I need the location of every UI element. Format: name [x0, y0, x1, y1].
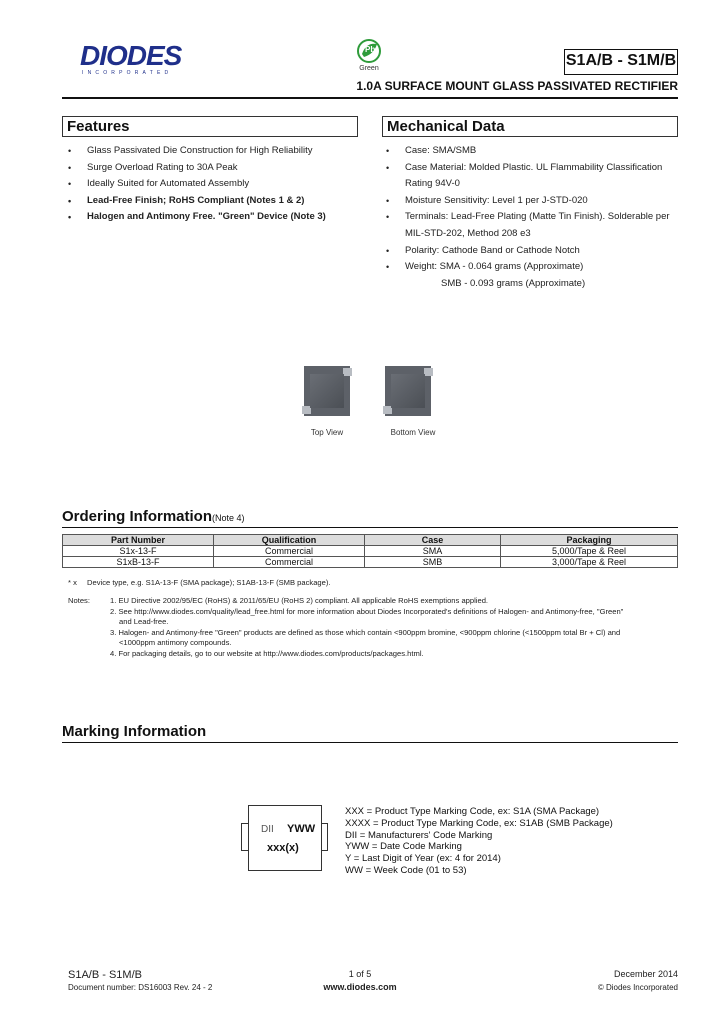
footer-doc-number: Document number: DS16003 Rev. 24 - 2 — [68, 983, 213, 992]
footer-website[interactable]: www.diodes.com — [323, 982, 397, 992]
marking-heading: Marking Information — [62, 722, 678, 743]
table-row — [63, 557, 678, 568]
feature-item: • Halogen and Antimony Free. "Green" Device (Note 3) — [62, 209, 362, 226]
green-badge — [356, 38, 382, 72]
mechanical-list — [380, 143, 680, 292]
feature-item: • Lead-Free Finish; RoHS Compliant (Notes 1 & 2) — [62, 193, 362, 210]
header-rule — [62, 97, 678, 99]
marking-package — [248, 805, 322, 871]
svg-text:Pb: Pb — [365, 45, 376, 54]
notes-label: Notes: — [68, 596, 90, 605]
mechanical-item: • Case Material: Molded Plastic. UL Flammability Classification Rating 94V-0 — [380, 160, 680, 193]
column-header: Case — [365, 535, 501, 546]
column-header: Part Number — [63, 535, 214, 546]
table-cell: SMA — [365, 546, 501, 557]
note-item: and Lead-free. — [119, 617, 169, 626]
footnote-text: Device type, e.g. S1A-13-F (SMA package); S1AB-13-F (SMB package). — [87, 578, 331, 587]
notes-list — [110, 596, 680, 659]
features-heading: Features — [62, 116, 358, 137]
legend-item: XXX = Product Type Marking Code, ex: S1A (SMA Package) — [345, 806, 600, 817]
table-cell: Commercial — [214, 557, 365, 568]
features-list — [62, 143, 362, 226]
note-item: <1000ppm antimony compounds. — [119, 638, 232, 647]
document-subtitle: 1.0A SURFACE MOUNT GLASS PASSIVATED RECTIFIER — [356, 79, 678, 93]
legend-item: DII = Manufacturers' Code Marking — [345, 829, 493, 841]
top-view-image — [304, 366, 350, 416]
table-cell: SMB — [365, 557, 501, 568]
mechanical-item: • Polarity: Cathode Band or Cathode Notch — [380, 243, 680, 260]
bottom-view-caption: Bottom View — [390, 428, 436, 437]
logo-wordmark: DIODES — [80, 40, 182, 71]
top-view-caption: Top View — [310, 428, 344, 437]
note-item: 1. EU Directive 2002/95/EC (RoHS) & 2011/65/EU (RoHS 2) compliant. All applicable RoHS exemptions applied. — [110, 596, 489, 605]
column-header: Packaging — [501, 535, 678, 546]
footnote-marker: * x — [68, 578, 77, 587]
manufacturer-logo: DII — [261, 824, 274, 835]
date-code-text: YWW — [287, 823, 316, 835]
mechanical-item: • Weight: SMA - 0.064 grams (Approximate) SMB - 0.093 grams (Approximate) — [380, 259, 680, 292]
marking-legend — [345, 806, 613, 877]
footer-copyright: © Diodes Incorporated — [597, 983, 678, 992]
table-header-row — [63, 535, 678, 546]
note-item: 4. For packaging details, go to our website at http://www.diodes.com/products/packages.html. — [110, 648, 424, 658]
table-cell: 5,000/Tape & Reel — [501, 546, 678, 557]
logo-subtext: INCORPORATED — [82, 70, 173, 76]
table-cell: Commercial — [214, 546, 365, 557]
legend-item: YWW = Date Code Marking — [345, 841, 462, 853]
note-item: 2. See http://www.diodes.com/quality/lead_free.html for more information about Diodes Incorporated's definitions of Halogen- and Antimony-free, "Green" — [110, 606, 624, 616]
legend-item: XXXX = Product Type Marking Code, ex: S1AB (SMB Package) — [345, 817, 613, 829]
footer-page: 1 of 5 — [348, 969, 372, 979]
table-row — [63, 546, 678, 557]
note-item: 3. Halogen- and Antimony-free "Green" products are defined as those which contain <900ppm bromine, <900ppm chlorine (<1500ppm total Br + Cl) and — [110, 627, 621, 637]
mechanical-item: • Moisture Sensitivity: Level 1 per J-STD-020 — [380, 193, 680, 210]
ordering-heading — [62, 507, 678, 528]
table-cell: S1x-13-F — [63, 546, 214, 557]
mechanical-item: • Terminals: Lead-Free Plating (Matte Tin Finish). Solderable per MIL-STD-202, Method 208 e3 — [380, 209, 680, 242]
ordering-note-ref: (Note 4) — [212, 513, 245, 523]
ordering-title: Ordering Information — [62, 508, 212, 525]
part-title: S1A/B - S1M/B — [564, 49, 678, 75]
footer-date: December 2014 — [613, 969, 678, 979]
ordering-table — [62, 534, 678, 568]
column-header: Qualification — [214, 535, 365, 546]
legend-item: WW = Week Code (01 to 53) — [345, 864, 467, 876]
mechanical-item: • Case: SMA/SMB — [380, 143, 680, 160]
green-leaf-icon — [356, 38, 382, 66]
product-code-text: xxx(x) — [267, 842, 299, 854]
footer-part: S1A/B - S1M/B — [68, 969, 142, 981]
feature-item: • Glass Passivated Die Construction for High Reliability — [62, 143, 362, 160]
bottom-view-image — [385, 366, 431, 416]
feature-item: • Ideally Suited for Automated Assembly — [62, 176, 362, 193]
legend-item: Y = Last Digit of Year (ex: 4 for 2014) — [345, 853, 501, 865]
feature-item: • Surge Overload Rating to 30A Peak — [62, 160, 362, 177]
table-cell: S1xB-13-F — [63, 557, 214, 568]
green-label: Green — [359, 65, 379, 72]
table-cell: 3,000/Tape & Reel — [501, 557, 678, 568]
diodes-logo — [80, 40, 204, 80]
mechanical-heading: Mechanical Data — [382, 116, 678, 137]
